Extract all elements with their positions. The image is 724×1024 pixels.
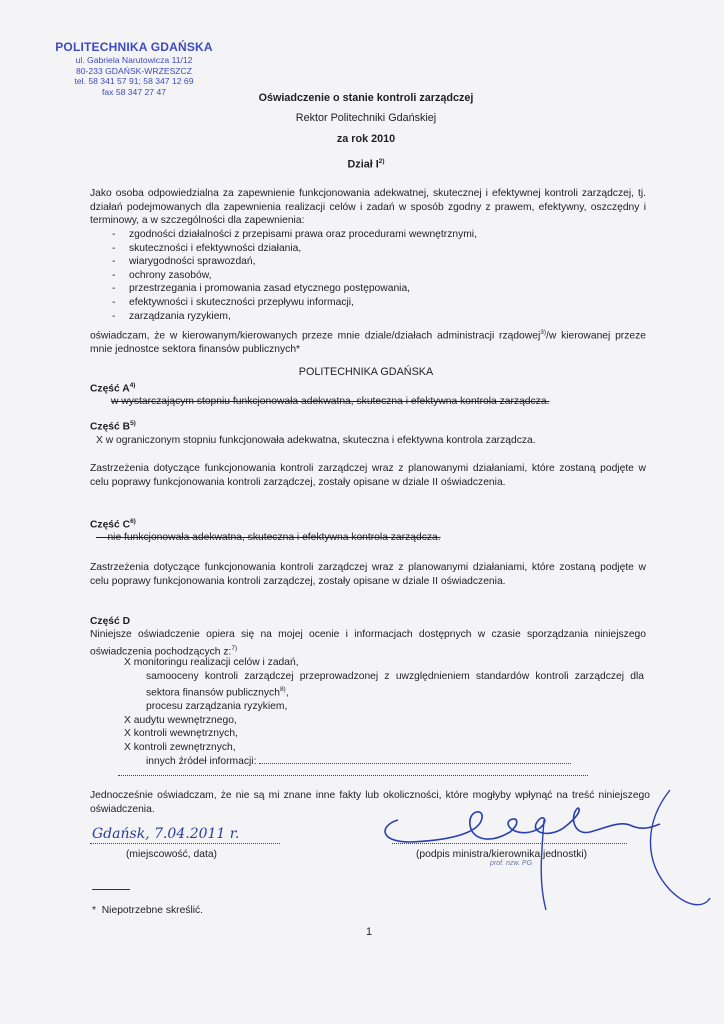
list-item: - zarządzania ryzykiem,	[112, 310, 612, 324]
source-tail: ,	[285, 687, 289, 699]
part-c-strike-lead	[96, 532, 107, 543]
part-a-heading	[90, 382, 135, 394]
part-c-ref: 6)	[130, 518, 136, 525]
part-b-heading	[90, 420, 136, 432]
intro-paragraph: Jako osoba odpowiedzialna za zapewnienie funkcjonowania adekwatnej, skutecznej i efektywnej kontroli zarządczej, tj. działań podejmowanych dla zapewnienia realizacji celów i zadań w sposób zgodny z prawem, efektywny, oszczędny i terminowy, a w szczególności dla zapewnienia:	[90, 188, 646, 227]
source-ref: 8)	[279, 686, 286, 694]
source-text: kontroli zewnętrznych,	[133, 741, 236, 753]
signature-stamp-text: prof. nzw. PG	[490, 860, 533, 867]
source-text: innych źródeł informacji:	[146, 755, 257, 767]
source-text: samooceny kontroli zarządczej przeprowadzonej z uwzględnieniem standardów kontroli zarządczej dla sektora finansów publicznych	[146, 670, 644, 699]
place-date-line	[90, 843, 280, 844]
source-mark: X	[124, 741, 131, 753]
list-item	[124, 670, 644, 701]
unit-name: POLITECHNIKA GDAŃSKA	[298, 366, 434, 378]
list-item	[124, 700, 644, 714]
stamp-name: POLITECHNIKA GDAŃSKA	[55, 40, 213, 54]
declaration-text: oświadczam, że w kierowanym/kierowanych przeze mnie dziale/działach administracji rządowej	[90, 330, 541, 342]
part-b-mark: X	[96, 435, 103, 446]
list-item: - zgodności działalności z przepisami prawa oraz procedurami wewnętrznymi,	[112, 228, 612, 242]
stamp-fax: fax 58 347 27 47	[101, 86, 167, 97]
source-text: kontroli wewnętrznych,	[133, 728, 238, 740]
list-item: - efektywności i skuteczności przepływu informacji,	[112, 296, 612, 310]
list-item: - ochrony zasobów,	[112, 269, 612, 283]
part-d-text: Niniejsze oświadczenie opiera się na mojej ocenie i informacjach dostępnych w czasie sporządzania niniejszego oświadczenia pochodzących z:	[90, 629, 646, 658]
source-mark: X	[124, 728, 131, 740]
part-b-reservation: Zastrzeżenia dotyczące funkcjonowania kontroli zarządczej wraz z planowanymi działaniami, które zostaną podjęte w celu poprawy funkcjonowania kontroli zarządczej, zostały opisane w dziale II oświadczenia.	[90, 463, 646, 488]
document-title: Oświadczenie o stanie kontroli zarządczej	[258, 92, 474, 104]
part-a-ref: 4)	[129, 382, 136, 389]
intro-bullet-list	[112, 228, 612, 323]
part-b-text: w ograniczonym stopniu funkcjonowała adekwatna, skuteczna i efektywna kontrola zarządcza.	[105, 435, 536, 446]
part-c-label: Część C	[90, 519, 131, 531]
part-b-ref: 5)	[130, 420, 136, 427]
part-c-text: nie funkcjonowała adekwatna, skuteczna i efektywna kontrola zarządcza.	[107, 532, 441, 543]
footnote-mark: *	[92, 905, 97, 916]
place-date-label: (miejscowość, data)	[126, 849, 217, 860]
page-number: 1	[366, 926, 373, 938]
section-heading	[150, 158, 582, 171]
list-item	[124, 714, 644, 728]
footnote	[92, 905, 203, 916]
list-item	[124, 755, 644, 769]
stamp-phone: tel. 58 341 57 91; 58 347 12 69	[74, 76, 194, 86]
part-d-paragraph	[90, 628, 646, 659]
part-a-label: Część A	[90, 383, 130, 395]
list-item	[124, 741, 644, 755]
handwritten-place-date: Gdańsk, 7.04.2011 r.	[92, 826, 240, 842]
document-subtitle: Rektor Politechniki Gdańskiej	[295, 112, 437, 124]
list-item	[124, 727, 644, 741]
document-year: za rok 2010	[336, 133, 396, 145]
section-ref: 2)	[378, 158, 385, 165]
list-item	[124, 656, 644, 670]
footnote-separator	[92, 889, 130, 890]
other-sources-line-2	[118, 775, 588, 776]
list-item: - przestrzegania i promowania zasad etycznego postępowania,	[112, 282, 612, 296]
other-sources-line	[259, 763, 571, 764]
signature-label: (podpis ministra/kierownika jednostki)	[416, 849, 588, 860]
closing-statement: Jednocześnie oświadczam, że nie są mi znane inne fakty lub okoliczności, które mogłyby wpłynąć na treść niniejszego oświadczenia.	[90, 790, 650, 815]
part-a-text: w wystarczającym stopniu funkcjonowała adekwatna, skuteczna i efektywna kontrola zarządcza.	[111, 396, 550, 407]
part-d-ref: 7)	[231, 644, 238, 652]
source-text: audytu wewnętrznego,	[133, 714, 237, 726]
list-item: - wiarygodności sprawozdań,	[112, 255, 612, 269]
part-b-label: Część B	[90, 421, 131, 433]
declaration-ref: 3)	[540, 329, 547, 336]
declaration-paragraph	[90, 326, 646, 357]
source-text: procesu zarządzania ryzykiem,	[146, 701, 288, 713]
part-c-statement	[96, 532, 636, 543]
source-mark: X	[124, 714, 131, 726]
section-label: Dział I	[347, 158, 379, 171]
part-d-heading: Część D	[90, 616, 131, 627]
source-text: monitoringu realizacji celów i zadań,	[133, 657, 299, 668]
stamp-city: 80-233 GDAŃSK-WRZESZCZ	[75, 65, 193, 76]
stamp-address: ul. Gabriela Narutowicza 11/12	[75, 55, 193, 65]
declaration-text-end: /w kierowanej przeze mnie jednostce sektora finansów publicznych*	[90, 330, 646, 356]
list-item: - skuteczności i efektywności działania,	[112, 242, 612, 256]
signature-line	[392, 843, 627, 844]
part-d-source-list	[124, 656, 644, 768]
part-c-reservation: Zastrzeżenia dotyczące funkcjonowania kontroli zarządczej wraz z planowanymi działaniami, które zostaną podjęte w celu poprawy funkcjonowania kontroli zarządczej, zostały opisane w dziale II oświadczenia.	[90, 562, 646, 587]
part-b-statement	[96, 435, 636, 446]
source-mark: X	[124, 657, 131, 668]
footnote-text: Niepotrzebne skreślić.	[101, 905, 204, 916]
part-c-heading	[90, 518, 136, 530]
institution-stamp	[44, 40, 224, 97]
